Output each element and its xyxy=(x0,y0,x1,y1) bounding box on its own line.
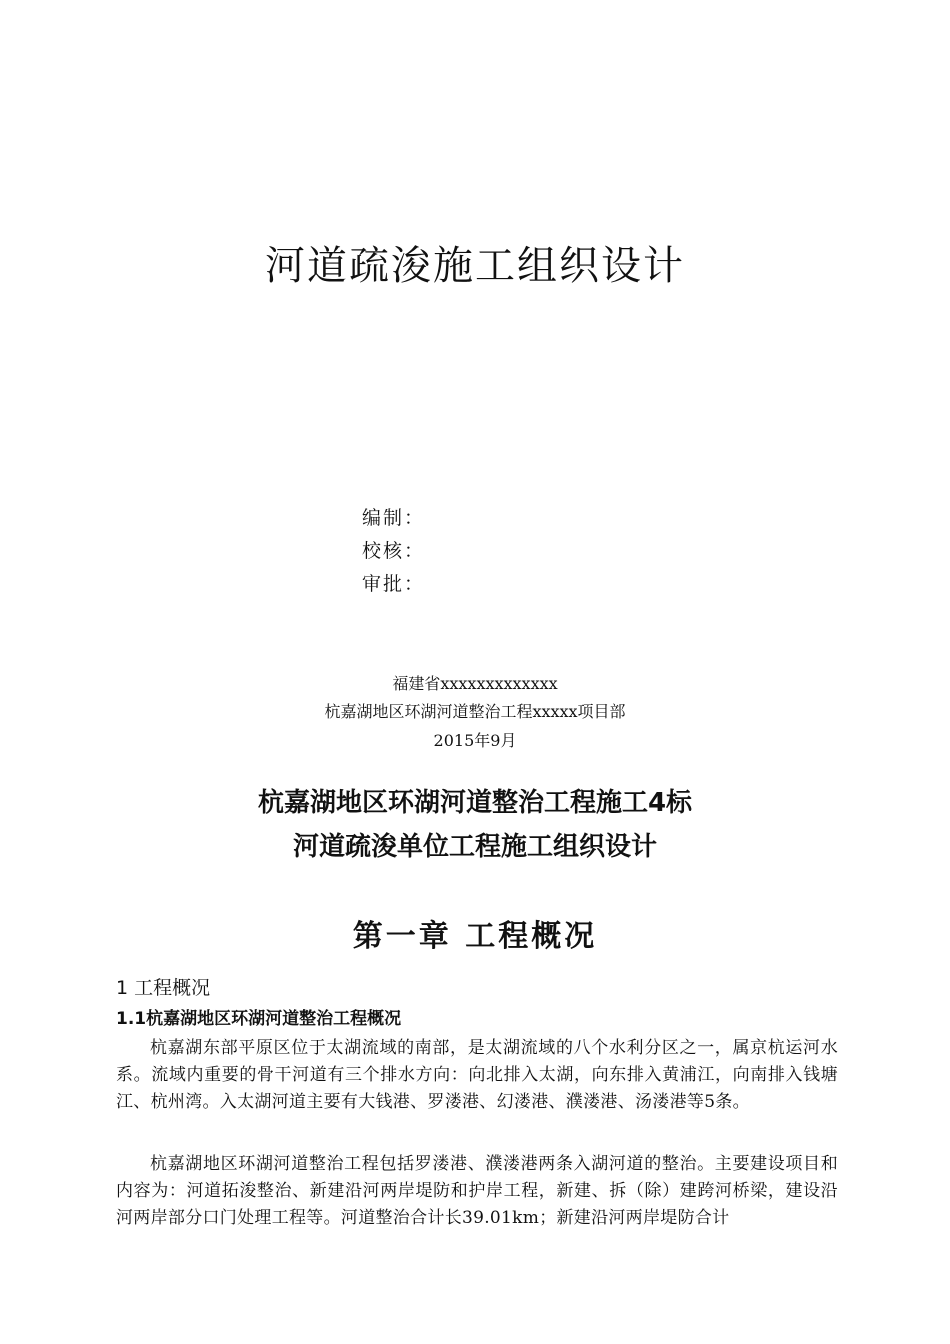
cover-date: 2015年9月 xyxy=(433,731,517,750)
cover-title: 河道疏浚施工组织设计 xyxy=(265,243,685,289)
section-heading: 1 工程概况 xyxy=(116,977,211,999)
project-department: 杭嘉湖地区环湖河道整治工程xxxxx项目部 xyxy=(324,702,626,721)
chapter-heading: 第一章 工程概况 xyxy=(352,919,598,954)
company-name: 福建省xxxxxxxxxxxxx xyxy=(392,674,558,693)
prepared-by-label: 编制： xyxy=(362,507,426,529)
subsection-heading: 1.1杭嘉湖地区环湖河道整治工程概况 xyxy=(116,1009,402,1029)
approved-by-label: 审批： xyxy=(362,573,426,595)
document-title-line2: 河道疏浚单位工程施工组织设计 xyxy=(292,832,657,862)
body-paragraph-1: 杭嘉湖东部平原区位于太湖流域的南部，是太湖流域的八个水利分区之一，属京杭运河水系。流域内重要的骨干河道有三个排水方向：向北排入太湖，向东排入黄浦江，向南排入钱塘江、杭州湾。入太湖河道主要有大钱港、罗溇港、幻溇港、濮溇港、汤溇港等5条。 xyxy=(116,1038,838,1112)
document-title-line1: 杭嘉湖地区环湖河道整治工程施工4标 xyxy=(257,788,693,818)
checked-by-label: 校核： xyxy=(362,540,426,562)
body-paragraph-2: 杭嘉湖地区环湖河道整治工程包括罗溇港、濮溇港两条入湖河道的整治。主要建设项目和内容为：河道拓浚整治、新建沿河两岸堤防和护岸工程，新建、拆（除）建跨河桥梁，建设沿河两岸部分口门处理工程等。河道整治合计长39.01km；新建沿河两岸堤防合计 xyxy=(116,1154,838,1228)
